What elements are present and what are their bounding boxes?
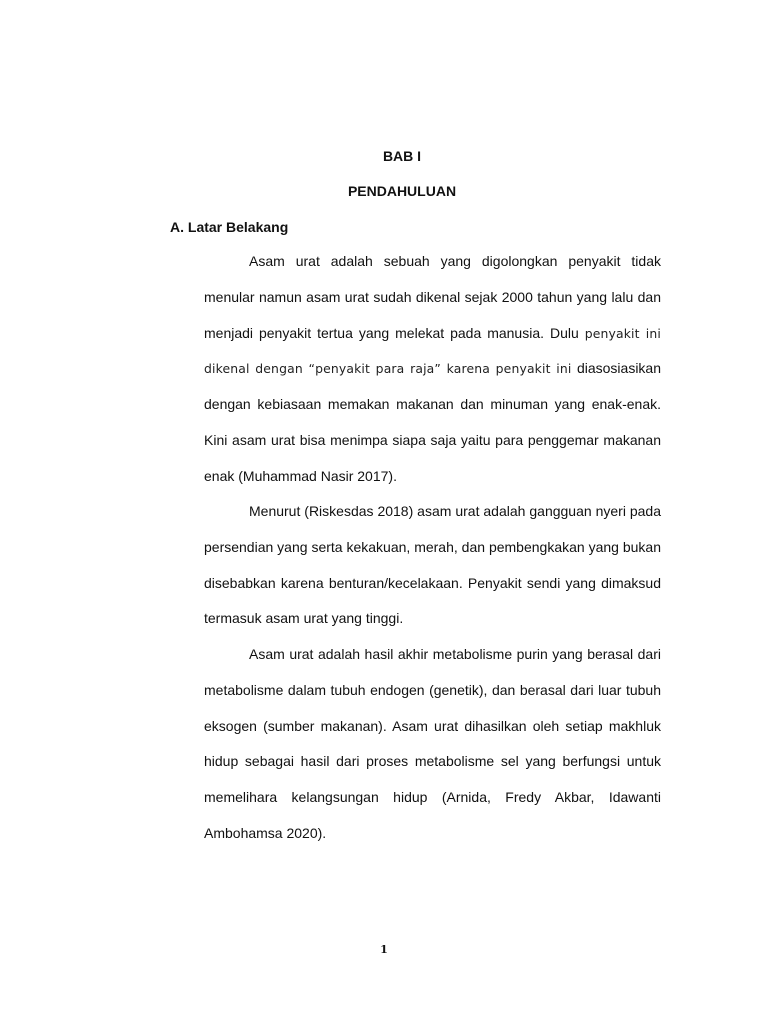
paragraph-1-alt-line: penyakit ini dikenal dengan “penyakit para raja” karena penyakit ini [204, 325, 661, 377]
page-number: 1 [380, 943, 388, 956]
chapter-title: PENDAHULUAN [347, 183, 457, 199]
paragraph-1 [204, 244, 661, 494]
section-heading: A. Latar Belakang [170, 219, 289, 235]
chapter-number: BAB I [382, 148, 422, 164]
paragraph-1-text-start: Asam urat adalah sebuah yang digolongkan penyakit tidak menular namun asam urat sudah dikenal sejak 2000 tahun yang lalu dan menjadi penyakit tertua yang melekat pada manusia. Dulu [204, 253, 661, 341]
paragraph-3: Asam urat adalah hasil akhir metabolisme purin yang berasal dari metabolisme dalam tubuh endogen (genetik), dan berasal dari luar tubuh eksogen (sumber makanan). Asam urat dihasilkan oleh setiap makhluk hidup sebagai hasil dari proses metabolisme sel yang berfungsi untuk memelihara kelangsungan hidup (Arnida, Fredy Akbar, Idawanti Ambohamsa 2020). [204, 646, 661, 841]
paragraph-2: Menurut (Riskesdas 2018) asam urat adalah gangguan nyeri pada persendian yang serta kekakuan, merah, dan pembengkakan yang bukan disebabkan karena benturan/kecelakaan. Penyakit sendi yang dimaksud termasuk asam urat yang tinggi. [204, 503, 661, 627]
paragraph-1-text-end: diasosiasikan dengan kebiasaan memakan makanan dan minuman yang enak-enak. Kini asam urat bisa menimpa siapa saja yaitu para penggemar makanan enak (Muhammad Nasir 2017). [204, 360, 662, 484]
